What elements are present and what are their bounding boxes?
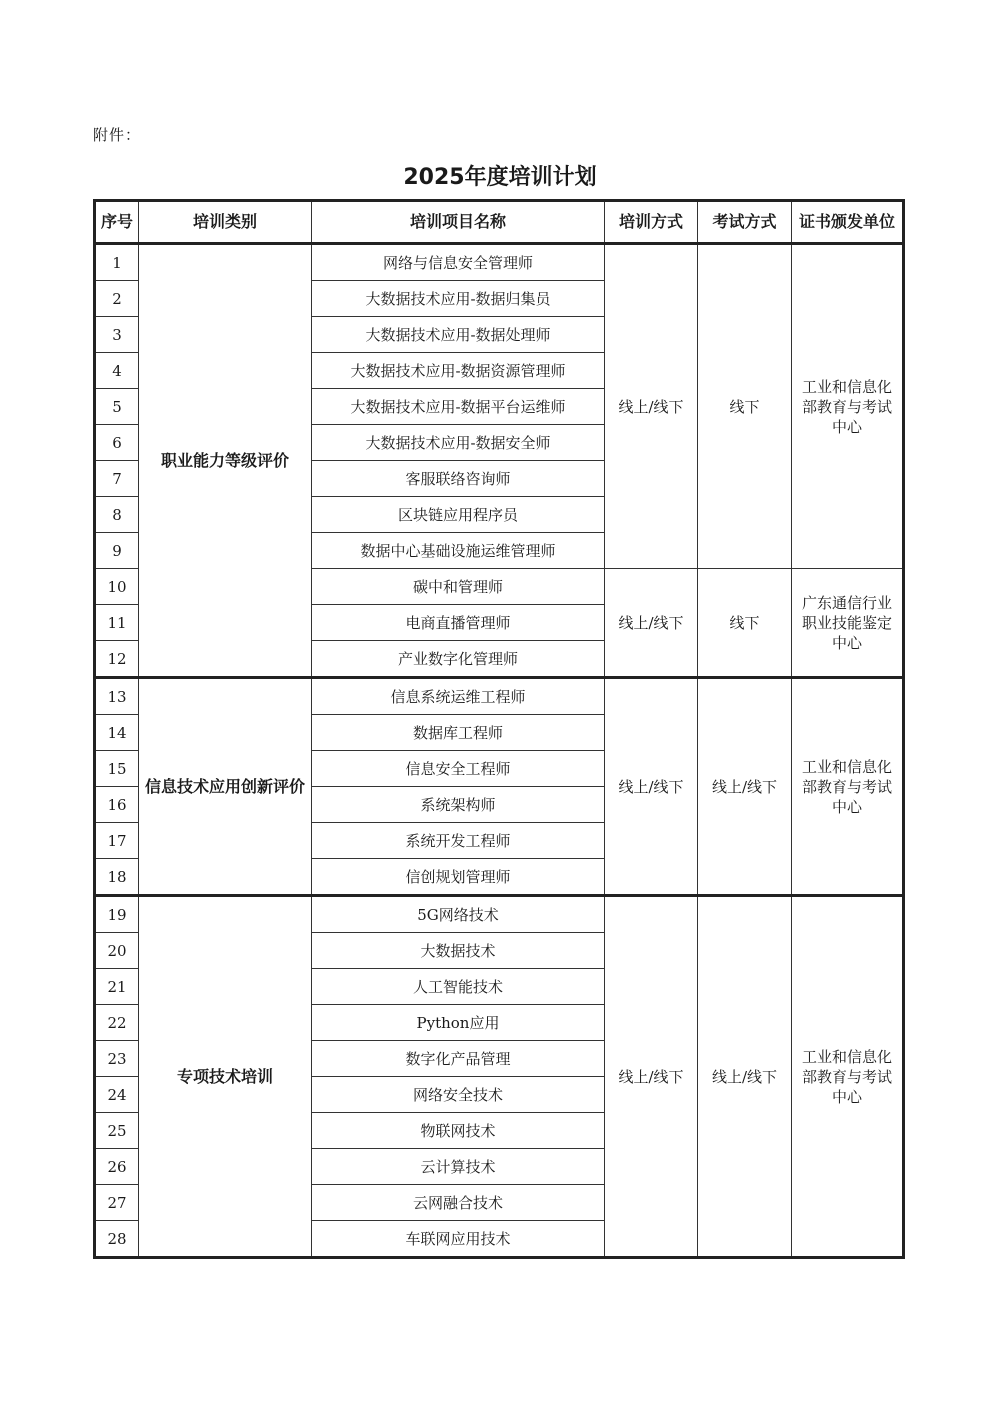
project-name: 网络安全技术 <box>312 1077 605 1113</box>
page-title: 2025年度培训计划 <box>403 165 597 190</box>
project-name: 系统开发工程师 <box>312 823 605 859</box>
issuer-cell: 工业和信息化部教育与考试中心 <box>792 678 904 896</box>
row-number: 16 <box>95 787 139 823</box>
training-mode-cell: 线上/线下 <box>605 896 698 1258</box>
project-name: 碳中和管理师 <box>312 569 605 605</box>
row-number: 25 <box>95 1113 139 1149</box>
row-number: 26 <box>95 1149 139 1185</box>
row-number: 9 <box>95 533 139 569</box>
table-row <box>95 678 904 715</box>
row-number: 20 <box>95 933 139 969</box>
row-number: 8 <box>95 497 139 533</box>
row-number: 2 <box>95 281 139 317</box>
project-name: 产业数字化管理师 <box>312 641 605 678</box>
exam-mode-cell: 线下 <box>698 244 792 569</box>
project-name: 云计算技术 <box>312 1149 605 1185</box>
row-number: 14 <box>95 715 139 751</box>
row-number: 1 <box>95 244 139 281</box>
project-name: 大数据技术应用-数据资源管理师 <box>312 353 605 389</box>
column-header: 考试方式 <box>698 201 792 244</box>
column-header: 培训方式 <box>605 201 698 244</box>
project-name: 大数据技术 <box>312 933 605 969</box>
category-cell: 职业能力等级评价 <box>139 244 312 678</box>
project-name: 数据中心基础设施运维管理师 <box>312 533 605 569</box>
row-number: 12 <box>95 641 139 678</box>
project-name: 数字化产品管理 <box>312 1041 605 1077</box>
project-name: 信息系统运维工程师 <box>312 678 605 715</box>
exam-mode-cell: 线上/线下 <box>698 678 792 896</box>
training-plan-table <box>93 199 905 1259</box>
row-number: 10 <box>95 569 139 605</box>
project-name: 电商直播管理师 <box>312 605 605 641</box>
issuer-cell: 工业和信息化部教育与考试中心 <box>792 244 904 569</box>
row-number: 18 <box>95 859 139 896</box>
row-number: 23 <box>95 1041 139 1077</box>
category-cell: 专项技术培训 <box>139 896 312 1258</box>
attachment-label: 附件： <box>93 126 142 144</box>
row-number: 7 <box>95 461 139 497</box>
project-name: 云网融合技术 <box>312 1185 605 1221</box>
table-row <box>95 896 904 933</box>
project-name: 系统架构师 <box>312 787 605 823</box>
project-name: Python应用 <box>312 1005 605 1041</box>
project-name: 车联网应用技术 <box>312 1221 605 1258</box>
project-name: 大数据技术应用-数据归集员 <box>312 281 605 317</box>
project-name: 信息安全工程师 <box>312 751 605 787</box>
row-number: 21 <box>95 969 139 1005</box>
row-number: 19 <box>95 896 139 933</box>
project-name: 客服联络咨询师 <box>312 461 605 497</box>
project-name: 大数据技术应用-数据处理师 <box>312 317 605 353</box>
column-header: 证书颁发单位 <box>792 201 904 244</box>
issuer-cell: 广东通信行业职业技能鉴定中心 <box>792 569 904 678</box>
row-number: 3 <box>95 317 139 353</box>
project-name: 大数据技术应用-数据安全师 <box>312 425 605 461</box>
row-number: 15 <box>95 751 139 787</box>
row-number: 27 <box>95 1185 139 1221</box>
table-row <box>95 244 904 281</box>
row-number: 4 <box>95 353 139 389</box>
row-number: 11 <box>95 605 139 641</box>
category-cell: 信息技术应用创新评价 <box>139 678 312 896</box>
column-header: 培训项目名称 <box>312 201 605 244</box>
issuer-cell: 工业和信息化部教育与考试中心 <box>792 896 904 1258</box>
project-name: 人工智能技术 <box>312 969 605 1005</box>
training-mode-cell: 线上/线下 <box>605 569 698 678</box>
exam-mode-cell: 线下 <box>698 569 792 678</box>
project-name: 信创规划管理师 <box>312 859 605 896</box>
row-number: 22 <box>95 1005 139 1041</box>
row-number: 28 <box>95 1221 139 1258</box>
row-number: 5 <box>95 389 139 425</box>
exam-mode-cell: 线上/线下 <box>698 896 792 1258</box>
project-name: 网络与信息安全管理师 <box>312 244 605 281</box>
project-name: 物联网技术 <box>312 1113 605 1149</box>
training-mode-cell: 线上/线下 <box>605 678 698 896</box>
row-number: 17 <box>95 823 139 859</box>
project-name: 5G网络技术 <box>312 896 605 933</box>
table-header-row <box>95 201 904 244</box>
row-number: 24 <box>95 1077 139 1113</box>
row-number: 6 <box>95 425 139 461</box>
column-header: 培训类别 <box>139 201 312 244</box>
row-number: 13 <box>95 678 139 715</box>
training-mode-cell: 线上/线下 <box>605 244 698 569</box>
project-name: 大数据技术应用-数据平台运维师 <box>312 389 605 425</box>
project-name: 区块链应用程序员 <box>312 497 605 533</box>
project-name: 数据库工程师 <box>312 715 605 751</box>
column-header: 序号 <box>95 201 139 244</box>
